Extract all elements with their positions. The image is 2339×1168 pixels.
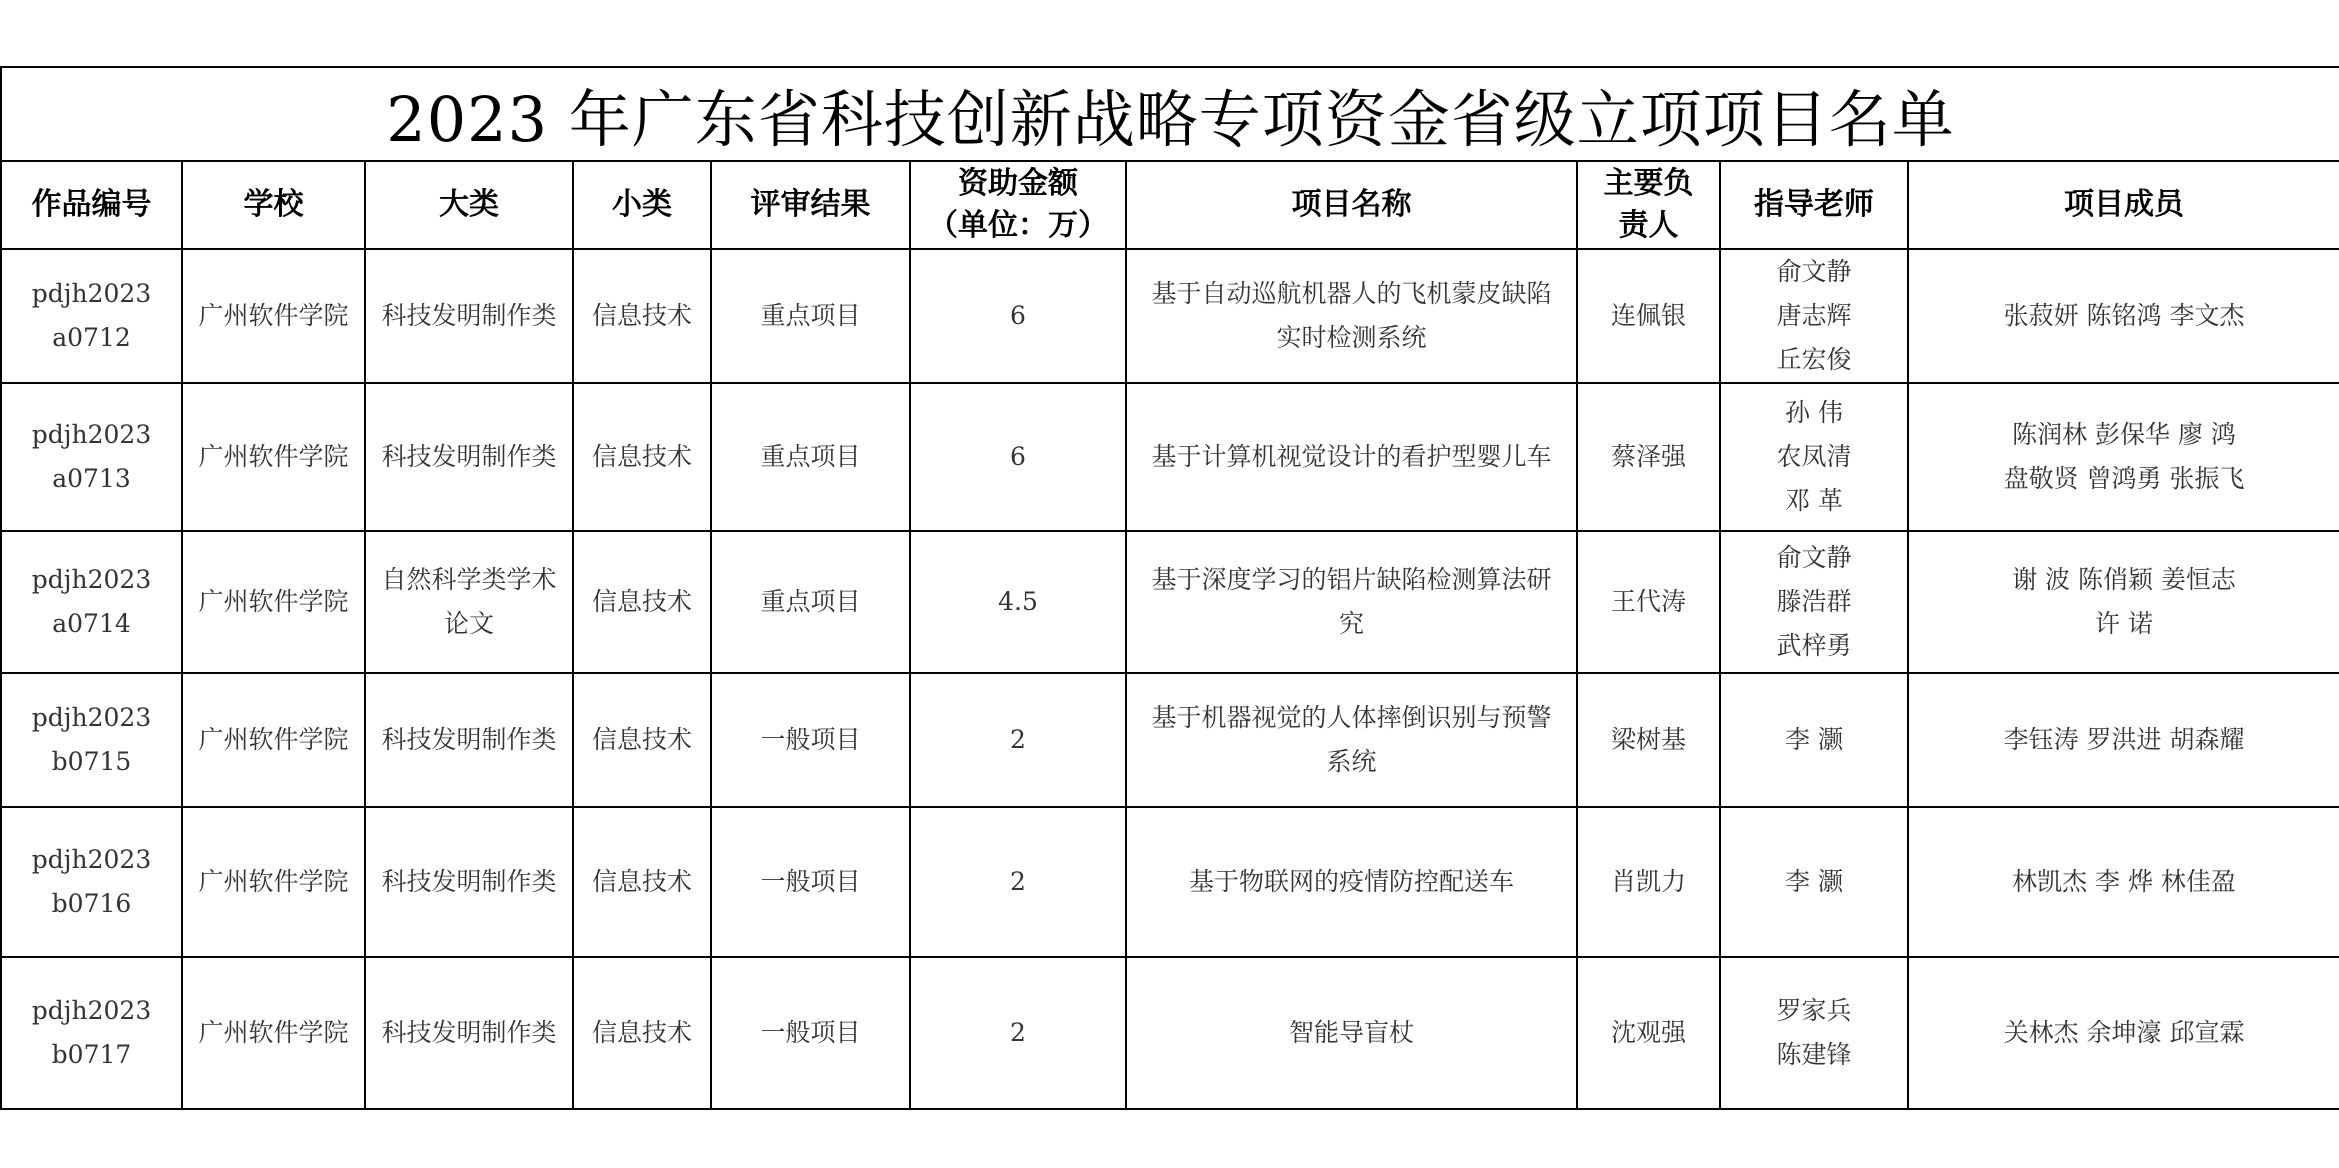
header-id: 作品编号 [1, 161, 182, 249]
cell-advisor: 李 灏 [1720, 807, 1908, 957]
cell-category: 科技发明制作类 [365, 957, 573, 1109]
cell-members: 李钰涛 罗洪进 胡森耀 [1908, 673, 2339, 807]
cell-members: 谢 波 陈俏颖 姜恒志 许 诺 [1908, 531, 2339, 673]
table-row [1, 249, 2339, 383]
cell-leader: 沈观强 [1577, 957, 1720, 1109]
cell-id: pdjh2023 b0716 [1, 807, 182, 957]
project-list-table [0, 66, 2339, 1110]
cell-project: 智能导盲杖 [1126, 957, 1577, 1109]
table-row [1, 807, 2339, 957]
cell-school: 广州软件学院 [182, 957, 365, 1109]
cell-subcategory: 信息技术 [573, 807, 711, 957]
cell-category: 科技发明制作类 [365, 383, 573, 531]
cell-amount: 2 [910, 957, 1126, 1109]
cell-members: 关林杰 余坤濠 邱宣霖 [1908, 957, 2339, 1109]
cell-subcategory: 信息技术 [573, 957, 711, 1109]
cell-school: 广州软件学院 [182, 673, 365, 807]
cell-result: 一般项目 [711, 673, 910, 807]
table-row [1, 673, 2339, 807]
cell-id: pdjh2023 a0712 [1, 249, 182, 383]
header-subcategory: 小类 [573, 161, 711, 249]
cell-leader: 王代涛 [1577, 531, 1720, 673]
cell-category: 科技发明制作类 [365, 673, 573, 807]
cell-leader: 连佩银 [1577, 249, 1720, 383]
cell-advisor: 俞文静 唐志辉 丘宏俊 [1720, 249, 1908, 383]
header-result: 评审结果 [711, 161, 910, 249]
cell-members: 陈润林 彭保华 廖 鸿 盘敬贤 曾鸿勇 张振飞 [1908, 383, 2339, 531]
header-leader: 主要负 责人 [1577, 161, 1720, 249]
cell-amount: 2 [910, 807, 1126, 957]
cell-id: pdjh2023 a0714 [1, 531, 182, 673]
table-row [1, 531, 2339, 673]
cell-leader: 蔡泽强 [1577, 383, 1720, 531]
cell-subcategory: 信息技术 [573, 673, 711, 807]
cell-amount: 6 [910, 249, 1126, 383]
cell-project: 基于计算机视觉设计的看护型婴儿车 [1126, 383, 1577, 531]
cell-school: 广州软件学院 [182, 249, 365, 383]
cell-category: 科技发明制作类 [365, 807, 573, 957]
cell-project: 基于自动巡航机器人的飞机蒙皮缺陷 实时检测系统 [1126, 249, 1577, 383]
cell-amount: 4.5 [910, 531, 1126, 673]
cell-id: pdjh2023 a0713 [1, 383, 182, 531]
header-school: 学校 [182, 161, 365, 249]
cell-subcategory: 信息技术 [573, 531, 711, 673]
cell-school: 广州软件学院 [182, 383, 365, 531]
cell-category: 科技发明制作类 [365, 249, 573, 383]
cell-result: 一般项目 [711, 957, 910, 1109]
cell-subcategory: 信息技术 [573, 383, 711, 531]
header-members: 项目成员 [1908, 161, 2339, 249]
cell-members: 张菽妍 陈铭鸿 李文杰 [1908, 249, 2339, 383]
cell-project: 基于物联网的疫情防控配送车 [1126, 807, 1577, 957]
table-row [1, 383, 2339, 531]
header-project: 项目名称 [1126, 161, 1577, 249]
cell-school: 广州软件学院 [182, 531, 365, 673]
cell-advisor: 罗家兵 陈建锋 [1720, 957, 1908, 1109]
cell-school: 广州软件学院 [182, 807, 365, 957]
cell-project: 基于机器视觉的人体摔倒识别与预警 系统 [1126, 673, 1577, 807]
cell-advisor: 俞文静 滕浩群 武梓勇 [1720, 531, 1908, 673]
cell-leader: 梁树基 [1577, 673, 1720, 807]
header-advisor: 指导老师 [1720, 161, 1908, 249]
cell-result: 重点项目 [711, 531, 910, 673]
cell-leader: 肖凯力 [1577, 807, 1720, 957]
cell-result: 重点项目 [711, 383, 910, 531]
cell-id: pdjh2023 b0717 [1, 957, 182, 1109]
header-row [1, 161, 2339, 249]
cell-advisor: 李 灏 [1720, 673, 1908, 807]
table-title: 2023 年广东省科技创新战略专项资金省级立项项目名单 [1, 67, 2339, 161]
cell-category: 自然科学类学术 论文 [365, 531, 573, 673]
cell-amount: 2 [910, 673, 1126, 807]
cell-amount: 6 [910, 383, 1126, 531]
table-row [1, 957, 2339, 1109]
header-category: 大类 [365, 161, 573, 249]
cell-subcategory: 信息技术 [573, 249, 711, 383]
cell-advisor: 孙 伟 农凤清 邓 革 [1720, 383, 1908, 531]
cell-members: 林凯杰 李 烨 林佳盈 [1908, 807, 2339, 957]
header-amount: 资助金额 （单位：万） [910, 161, 1126, 249]
cell-id: pdjh2023 b0715 [1, 673, 182, 807]
cell-result: 一般项目 [711, 807, 910, 957]
cell-result: 重点项目 [711, 249, 910, 383]
cell-project: 基于深度学习的铝片缺陷检测算法研 究 [1126, 531, 1577, 673]
